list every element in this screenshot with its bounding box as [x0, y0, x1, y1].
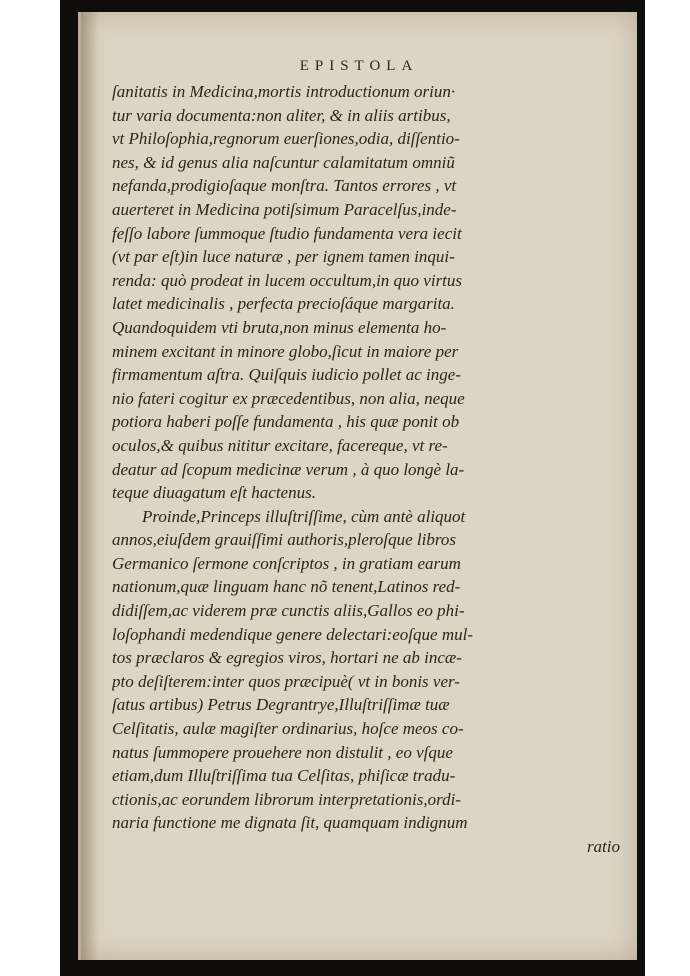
text-line: nefanda,prodigioſaque monſtra. Tantos errores , vt	[112, 176, 457, 196]
text-line: oculos,& quibus nititur excitare, facereque, vt re-	[112, 435, 448, 455]
text-line: natus ſummopere prouehere non distulit , eo vſque	[112, 742, 453, 762]
text-line: Celſitatis, aulæ magiſter ordinarius, hoſce meos co-	[112, 719, 464, 739]
running-head: EPISTOLA	[299, 58, 419, 74]
text-line: annos,eiuſdem grauiſſimi authoris,pleroſque libros	[112, 530, 456, 550]
text-line: tos præclaros & egregios viros, hortari ne ab incæ-	[112, 648, 462, 668]
text-line: ſanitatis in Medicina,mortis introductionum oriun·	[112, 82, 456, 101]
text-line: firmamentum aſtra. Quiſquis iudicio pollet ac inge-	[112, 365, 461, 385]
text-line: etiam,dum Illuſtriſſima tua Celſitas, phiſicæ tradu-	[112, 766, 456, 786]
text-line: deatur ad ſcopum medicinæ verum , à quo longè la-	[112, 459, 465, 479]
text-line: renda: quò prodeat in lucem occultum,in quo virtus	[112, 270, 463, 290]
text-line: naria functione me dignata ſit, quamquam indignum	[112, 813, 468, 833]
text-line: nes, & id genus alia naſcuntur calamitatum omniũ	[112, 152, 455, 172]
text-line: vt Philoſophia,regnorum euerſiones,odia, diſſentio-	[112, 129, 460, 149]
text-line: teque diuagatum eſt hactenus.	[112, 483, 316, 503]
text-line: ſatus artibus) Petrus Degrantrye,Illuſtriſſimæ tuæ	[112, 695, 450, 715]
text-line: auerteret in Medicina potiſsimum Paracelſus,inde-	[112, 199, 457, 219]
text-line: nationum,quæ linguam hanc nõ tenent,Latinos red-	[112, 577, 461, 597]
text-line: nio fateri cogitur ex præcedentibus, non alia, neque	[112, 388, 465, 408]
catchword: ratio	[586, 837, 620, 856]
text-line: didiſſem,ac viderem præ cunctis aliis,Gallos eo phi-	[112, 601, 465, 621]
text-line: Quandoquidem vti bruta,non minus elementa ho-	[112, 317, 447, 337]
text-line: tur varia documenta:non aliter, & in aliis artibus,	[112, 105, 451, 125]
text-line: pto deſiſterem:inter quos præcipuè( vt in bonis ver-	[112, 671, 460, 691]
text-line: (vt par eſt)in luce naturæ , per ignem tamen inqui-	[112, 247, 455, 267]
text-line: Germanico ſermone conſcriptos , in gratiam earum	[112, 553, 461, 573]
text-line: loſophandi medendique genere delectari:eoſque mul-	[112, 624, 473, 644]
text-line: potiora haberi poſſe fundamenta , his quæ ponit ob	[112, 412, 460, 432]
text-line: ctionis,ac eorundem librorum interpretationis,ordi-	[112, 789, 461, 809]
page-gutter-shadow	[81, 12, 99, 960]
text-line: Proinde,Princeps illuſtriſſime, cùm antè aliquot	[142, 506, 466, 526]
text-line: latet medicinalis , perfecta precioſáque margarita.	[112, 294, 455, 314]
page-body-text	[112, 80, 624, 859]
text-line: feſſo labore ſummoque ſtudio fundamenta vera iecit	[112, 223, 462, 243]
text-line: minem excitant in minore globo,ſicut in maiore per	[112, 341, 459, 361]
